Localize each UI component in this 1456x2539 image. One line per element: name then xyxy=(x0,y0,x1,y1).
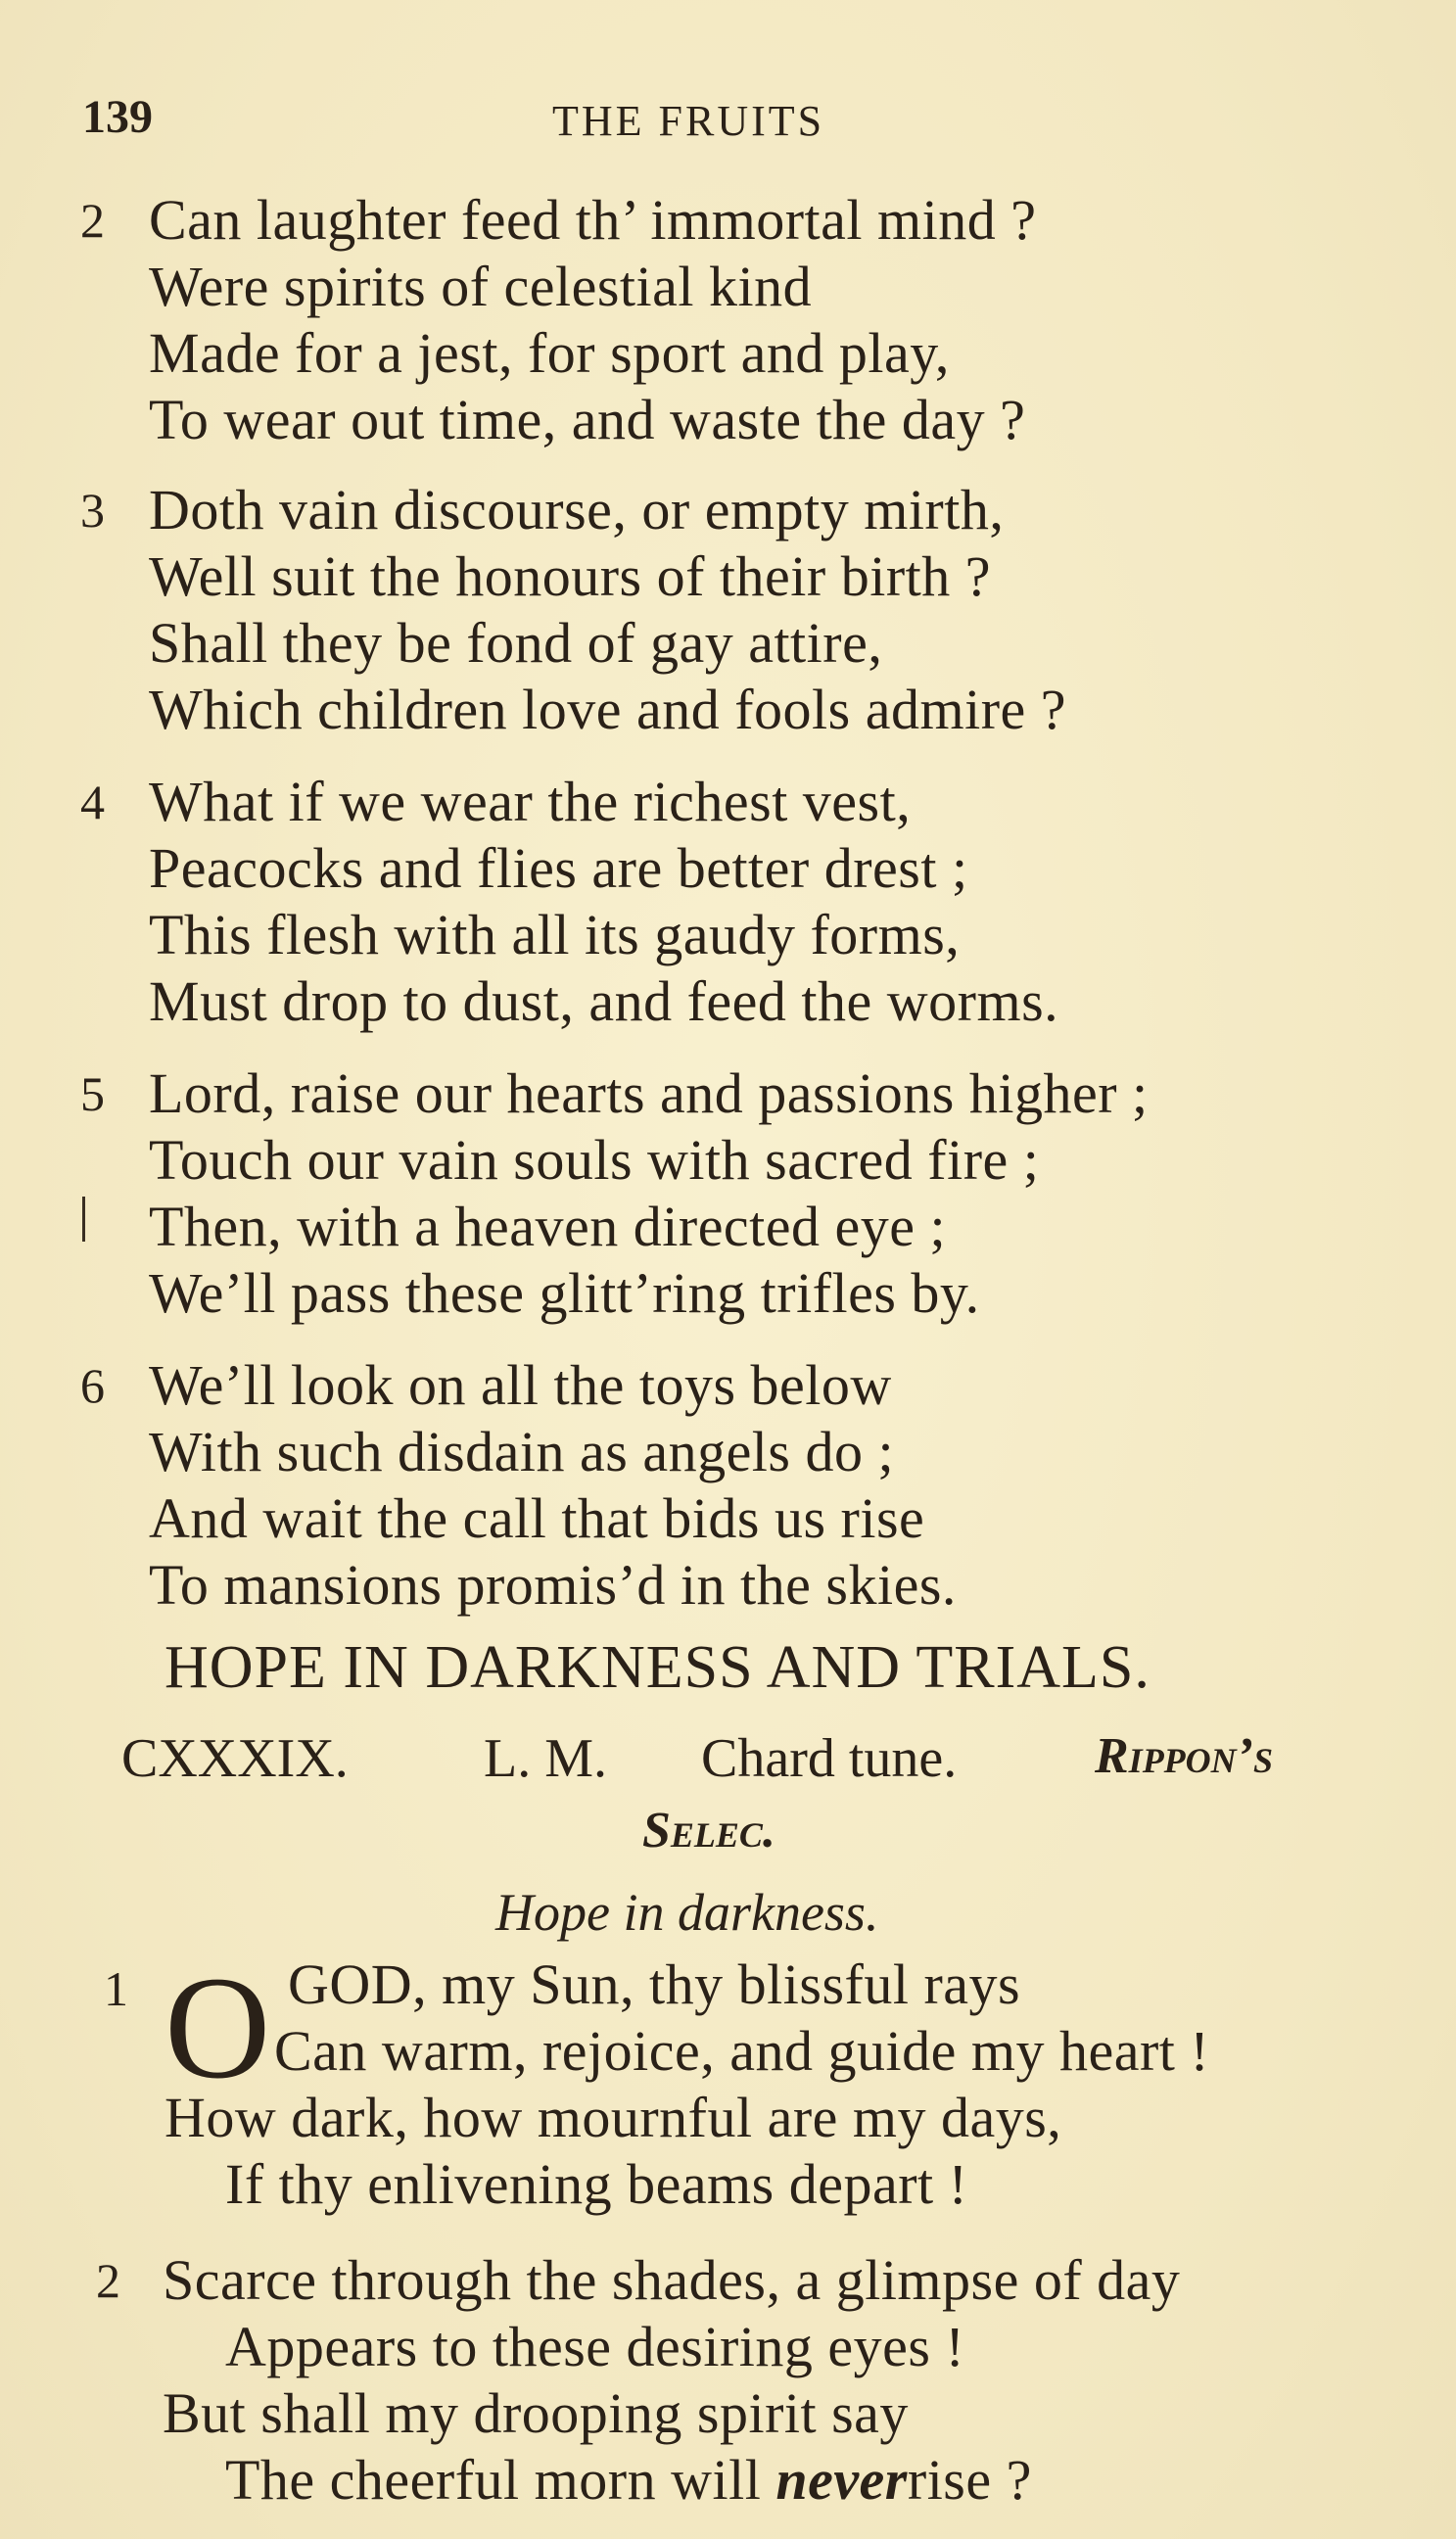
verse-number: 3 xyxy=(80,483,105,538)
drop-cap: O xyxy=(164,1947,271,2109)
verse-line: This flesh with all its gaudy forms, xyxy=(149,903,961,966)
verse-line: Touch our vain souls with sacred fire ; xyxy=(149,1128,1040,1192)
verse-line: But shall my drooping spirit say xyxy=(163,2381,909,2445)
verse-line: Made for a jest, for sport and play, xyxy=(149,321,950,385)
verse-line: We’ll look on all the toys below xyxy=(149,1353,892,1417)
hymn-number: CXXXIX. xyxy=(121,1728,349,1789)
hymn-source: Rippon’s xyxy=(1095,1728,1274,1784)
hymn-subtitle: Hope in darkness. xyxy=(495,1883,879,1942)
verse-line: Peacocks and flies are better drest ; xyxy=(149,836,968,900)
verse-number: 2 xyxy=(96,2253,120,2308)
verse-number: 5 xyxy=(80,1066,105,1121)
verse-text: The cheerful morn will xyxy=(225,2448,776,2512)
verse-line: Were spirits of celestial kind xyxy=(149,255,813,318)
verse-number: 6 xyxy=(80,1358,105,1413)
section-title: HOPE IN DARKNESS AND TRIALS. xyxy=(164,1634,1151,1701)
verse-line: Shall they be fond of gay attire, xyxy=(149,611,883,675)
hymn-source-cont: Selec. xyxy=(642,1803,775,1858)
hymn-meter: L. M. xyxy=(484,1728,607,1789)
verse-line: Lord, raise our hearts and passions higher ; xyxy=(149,1061,1149,1125)
verse-line: GOD, my Sun, thy blissful rays xyxy=(288,1952,1021,2016)
hymn-tune: Chard tune. xyxy=(701,1728,958,1789)
verse-line: If thy enlivening beams depart ! xyxy=(225,2152,968,2216)
verse-number: 2 xyxy=(80,193,105,248)
verse-line: Scarce through the shades, a glimpse of day xyxy=(163,2248,1181,2312)
verse-line: Can warm, rejoice, and guide my heart ! xyxy=(274,2019,1210,2083)
verse-text: rise ? xyxy=(907,2448,1032,2512)
verse-number: 1 xyxy=(104,1961,128,2016)
verse-line: Must drop to dust, and feed the worms. xyxy=(149,969,1059,1033)
page-number: 139 xyxy=(82,91,153,143)
margin-rule xyxy=(82,1197,85,1242)
verse-number: 4 xyxy=(80,775,105,829)
verse-line: With such disdain as angels do ; xyxy=(149,1420,895,1483)
verse-line: To mansions promis’d in the skies. xyxy=(149,1553,957,1617)
verse-line: Then, with a heaven directed eye ; xyxy=(149,1195,947,1258)
verse-line: What if we wear the richest vest, xyxy=(149,770,912,833)
verse-line: Can laughter feed th’ immortal mind ? xyxy=(149,188,1037,252)
verse-line: Which children love and fools admire ? xyxy=(149,678,1067,741)
verse-line: Appears to these desiring eyes ! xyxy=(225,2315,965,2378)
verse-line: Well suit the honours of their birth ? xyxy=(149,544,991,608)
verse-line: To wear out time, and waste the day ? xyxy=(149,388,1026,451)
verse-line: Doth vain discourse, or empty mirth, xyxy=(149,478,1005,541)
running-title: THE FRUITS xyxy=(552,97,825,145)
verse-line: How dark, how mournful are my days, xyxy=(164,2086,1062,2149)
emphasis-word: never xyxy=(775,2448,908,2512)
verse-line: And wait the call that bids us rise xyxy=(149,1486,925,1550)
verse-line: We’ll pass these glitt’ring trifles by. xyxy=(149,1261,980,1325)
verse-line-final xyxy=(225,2448,1032,2512)
